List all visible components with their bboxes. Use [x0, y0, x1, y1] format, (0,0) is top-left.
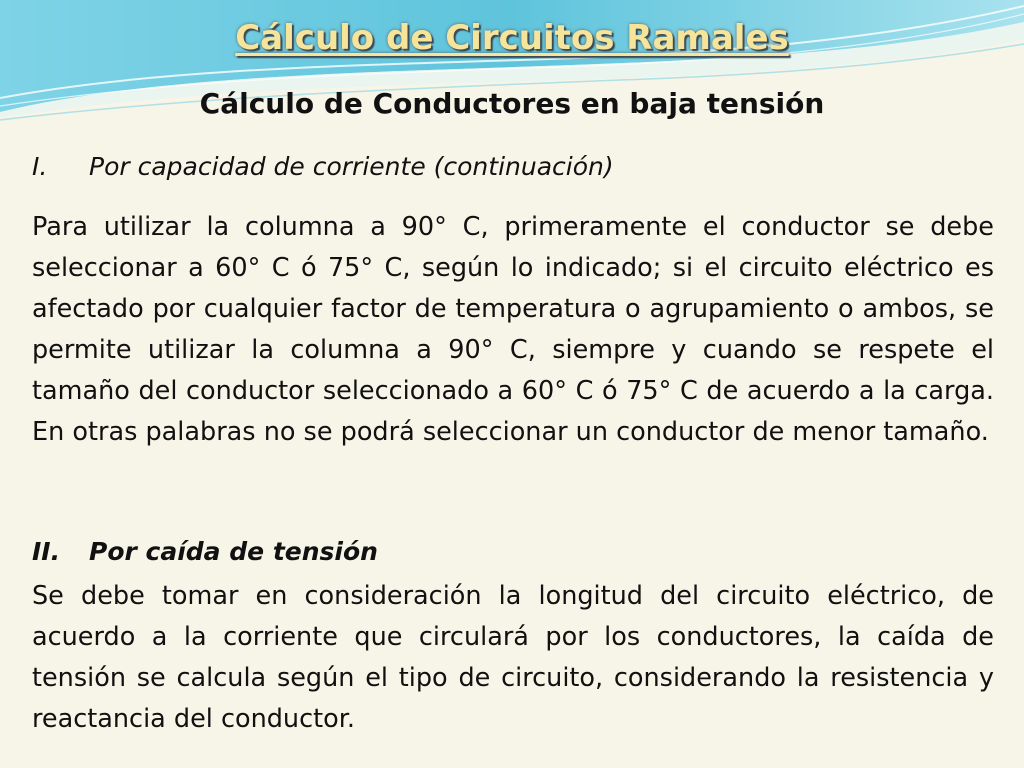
- section-1-paragraph: Para utilizar la columna a 90° C, primeramente el conductor se debe seleccionar a 60° C ó 75° C, según lo indicado; si el circuito eléctrico es afectado por cualquier factor de temperatura o agrupamiento o ambos, se permite utilizar la columna a 90° C, siempre y cuando se respete el tamaño del conductor seleccionado a 60° C ó 75° C de acuerdo a la carga. En otras palabras no se podrá seleccionar un conductor de menor tamaño.: [32, 212, 994, 447]
- section-1-heading: [32, 152, 992, 181]
- slide-title: Cálculo de Circuitos Ramales: [235, 18, 789, 58]
- section-2-number: II.: [32, 537, 61, 566]
- section-2-title: Por caída de tensión: [89, 537, 378, 566]
- section-2-heading: [32, 537, 992, 566]
- section-1-title: Por capacidad de corriente (continuación): [89, 152, 614, 181]
- slide-subtitle: Cálculo de Conductores en baja tensión: [199, 87, 825, 120]
- section-1-number: I.: [32, 152, 48, 181]
- section-2-paragraph: Se debe tomar en consideración la longitud del circuito eléctrico, de acuerdo a la corriente que circulará por los conductores, la caída de tensión se calcula según el tipo de circuito, considerando la resistencia y reactancia del conductor.: [32, 581, 994, 734]
